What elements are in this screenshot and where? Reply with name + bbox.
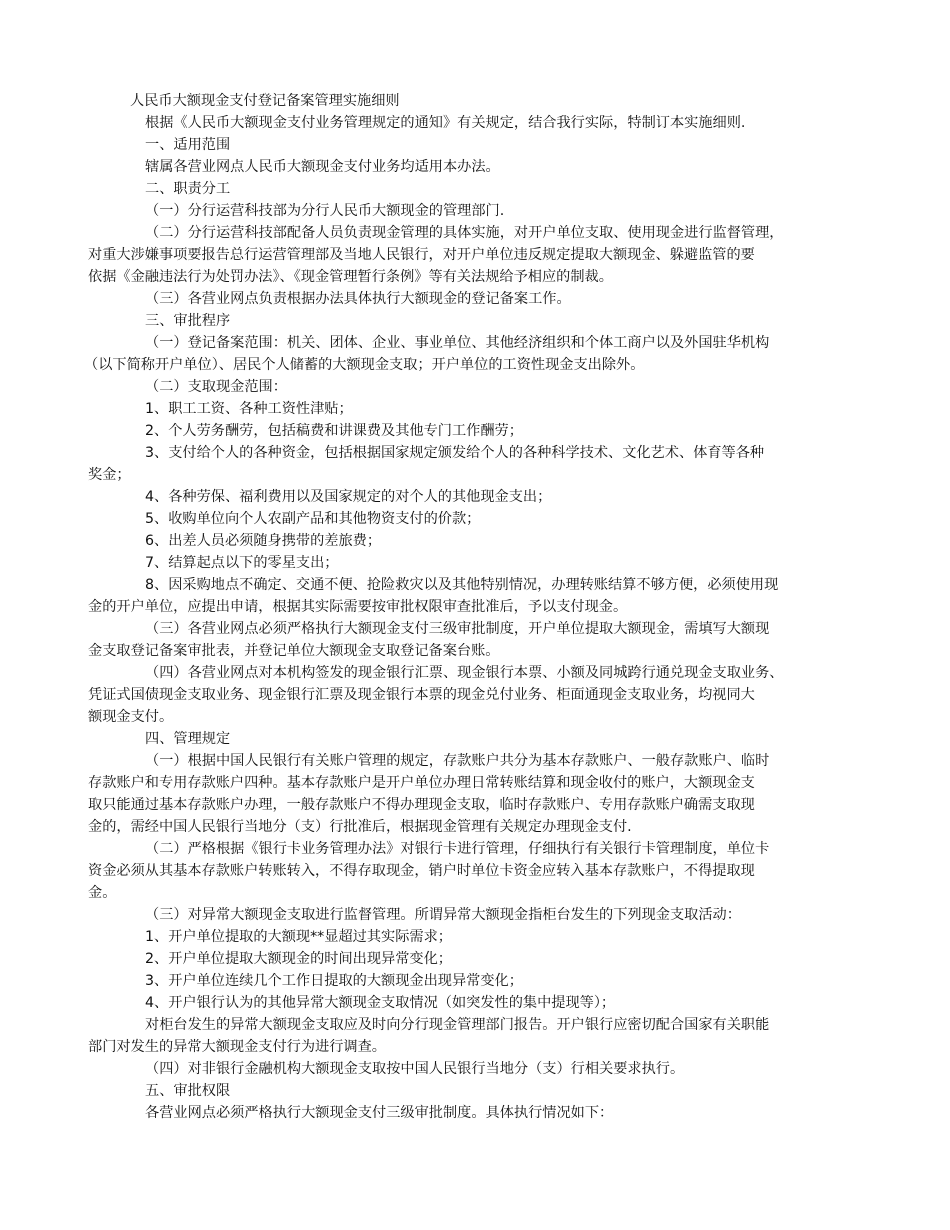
body-line: 额现金支付。	[88, 709, 174, 725]
body-line: （三）对异常大额现金支取进行监督管理。所谓异常大额现金指柜台发生的下列现金支取活动：	[145, 907, 741, 923]
body-line: （以下简称开户单位）、居民个人储蓄的大额现金支取；开户单位的工资性现金支出除外。	[84, 357, 645, 373]
body-line: 金支取登记备案审批表，并登记单位大额现金支取登记备案台账。	[88, 643, 500, 659]
list-item: 3、支付给个人的各种资金，包括根据国家规定颁发给个人的各种科学技术、文化艺术、体育等各种	[145, 445, 765, 461]
body-line: 各营业网点必须严格执行大额现金支付三级审批制度。具体执行情况如下：	[145, 1105, 614, 1121]
list-item: 2、个人劳务酬劳，包括稿费和讲课费及其他专门工作酬劳；	[145, 423, 523, 439]
body-line: （二）严格根据《银行卡业务管理办法》对银行卡进行管理，仔细执行有关银行卡管理制度，单位卡	[145, 841, 770, 857]
list-item: 6、出差人员必须随身携带的差旅费；	[145, 533, 382, 549]
body-line: 根据《人民币大额现金支付业务管理规定的通知》有关规定，结合我行实际，特制订本实施细则.	[145, 115, 746, 131]
section-heading: 一、适用范围	[145, 137, 231, 153]
document-title: 人民币大额现金支付登记备案管理实施细则	[130, 93, 400, 109]
list-item: 1、职工工资、各种工资性津贴；	[145, 401, 353, 417]
body-line: 取只能通过基本存款账户办理，一般存款账户不得办理现金支取，临时存款账户、专用存款账户确需支取现	[88, 797, 755, 813]
body-line: （一）根据中国人民银行有关账户管理的规定，存款账户共分为基本存款账户、一般存款账户、临时	[145, 753, 770, 769]
body-line: 金。	[88, 885, 117, 901]
body-line: 对重大涉嫌事项要报告总行运营管理部及当地人民银行，对开户单位违反规定提取大额现金、躲避监管的要	[88, 247, 755, 263]
body-line: 存款账户和专用存款账户四种。基本存款账户是开户单位办理日常转账结算和现金收付的账户，大额现金支	[88, 775, 755, 791]
body-line: 辖属各营业网点人民币大额现金支付业务均适用本办法。	[145, 159, 500, 175]
section-heading: 五、审批权限	[145, 1083, 231, 1099]
section-heading: 三、审批程序	[145, 313, 231, 329]
list-item: 2、开户单位提取大额现金的时间出现异常变化；	[145, 951, 452, 967]
body-line: 资金必须从其基本存款账户转账转入，不得存取现金，销户时单位卡资金应转入基本存款账户，不得提取现	[88, 863, 755, 879]
body-line: 金的开户单位，应提出申请，根据其实际需要按审批权限审查批准后，予以支付现金。	[88, 599, 628, 615]
body-line: （二）分行运营科技部配备人员负责现金管理的具体实施，对开户单位支取、使用现金进行监督管理，	[145, 225, 784, 241]
body-line: （二）支取现金范围：	[145, 379, 287, 395]
body-line: （四）各营业网点对本机构签发的现金银行汇票、现金银行本票、小额及同城跨行通兑现金支取业务、	[145, 665, 784, 681]
list-item: 8、因采购地点不确定、交通不便、抢险救灾以及其他特别情况，办理转账结算不够方便，必须使用现	[145, 577, 779, 593]
body-line: （三）各营业网点负责根据办法具体执行大额现金的登记备案工作。	[145, 291, 571, 307]
list-item: 4、开户银行认为的其他异常大额现金支取情况（如突发性的集中提现等）；	[145, 995, 616, 1011]
body-line: 金的，需经中国人民银行当地分（支）行批准后，根据现金管理有关规定办理现金支付.	[88, 819, 632, 835]
body-line: 依据《金融违法行为处罚办法》、《现金管理暂行条例》等有关法规给予相应的制裁。	[88, 269, 613, 285]
body-line: （三）各营业网点必须严格执行大额现金支付三级审批制度，开户单位提取大额现金，需填写大额现	[145, 621, 770, 637]
list-item: 7、结算起点以下的零星支出；	[145, 555, 339, 571]
section-heading: 四、管理规定	[145, 731, 231, 747]
body-line: 凭证式国债现金支取业务、现金银行汇票及现金银行本票的现金兑付业务、柜面通现金支取业务，均视同大	[88, 687, 755, 703]
body-line: 部门对发生的异常大额现金支付行为进行调查。	[88, 1039, 386, 1055]
body-line: （四）对非银行金融机构大额现金支取按中国人民银行当地分（支）行相关要求执行。	[145, 1061, 685, 1077]
body-line: （一）登记备案范围：机关、团体、企业、事业单位、其他经济组织和个体工商户以及外国驻华机构	[145, 335, 770, 351]
list-item: 3、开户单位连续几个工作日提取的大额现金出现异常变化；	[145, 973, 523, 989]
body-line: 奖金；	[88, 467, 131, 483]
list-item: 1、开户单位提取的大额现**显超过其实际需求；	[145, 929, 452, 945]
body-line: 对柜台发生的异常大额现金支取应及时向分行现金管理部门报告。开户银行应密切配合国家有关职能	[145, 1017, 770, 1033]
list-item: 4、各种劳保、福利费用以及国家规定的对个人的其他现金支出；	[145, 489, 552, 505]
section-heading: 二、职责分工	[145, 181, 231, 197]
body-line: （一）分行运营科技部为分行人民币大额现金的管理部门.	[145, 203, 505, 219]
list-item: 5、收购单位向个人农副产品和其他物资支付的价款；	[145, 511, 481, 527]
